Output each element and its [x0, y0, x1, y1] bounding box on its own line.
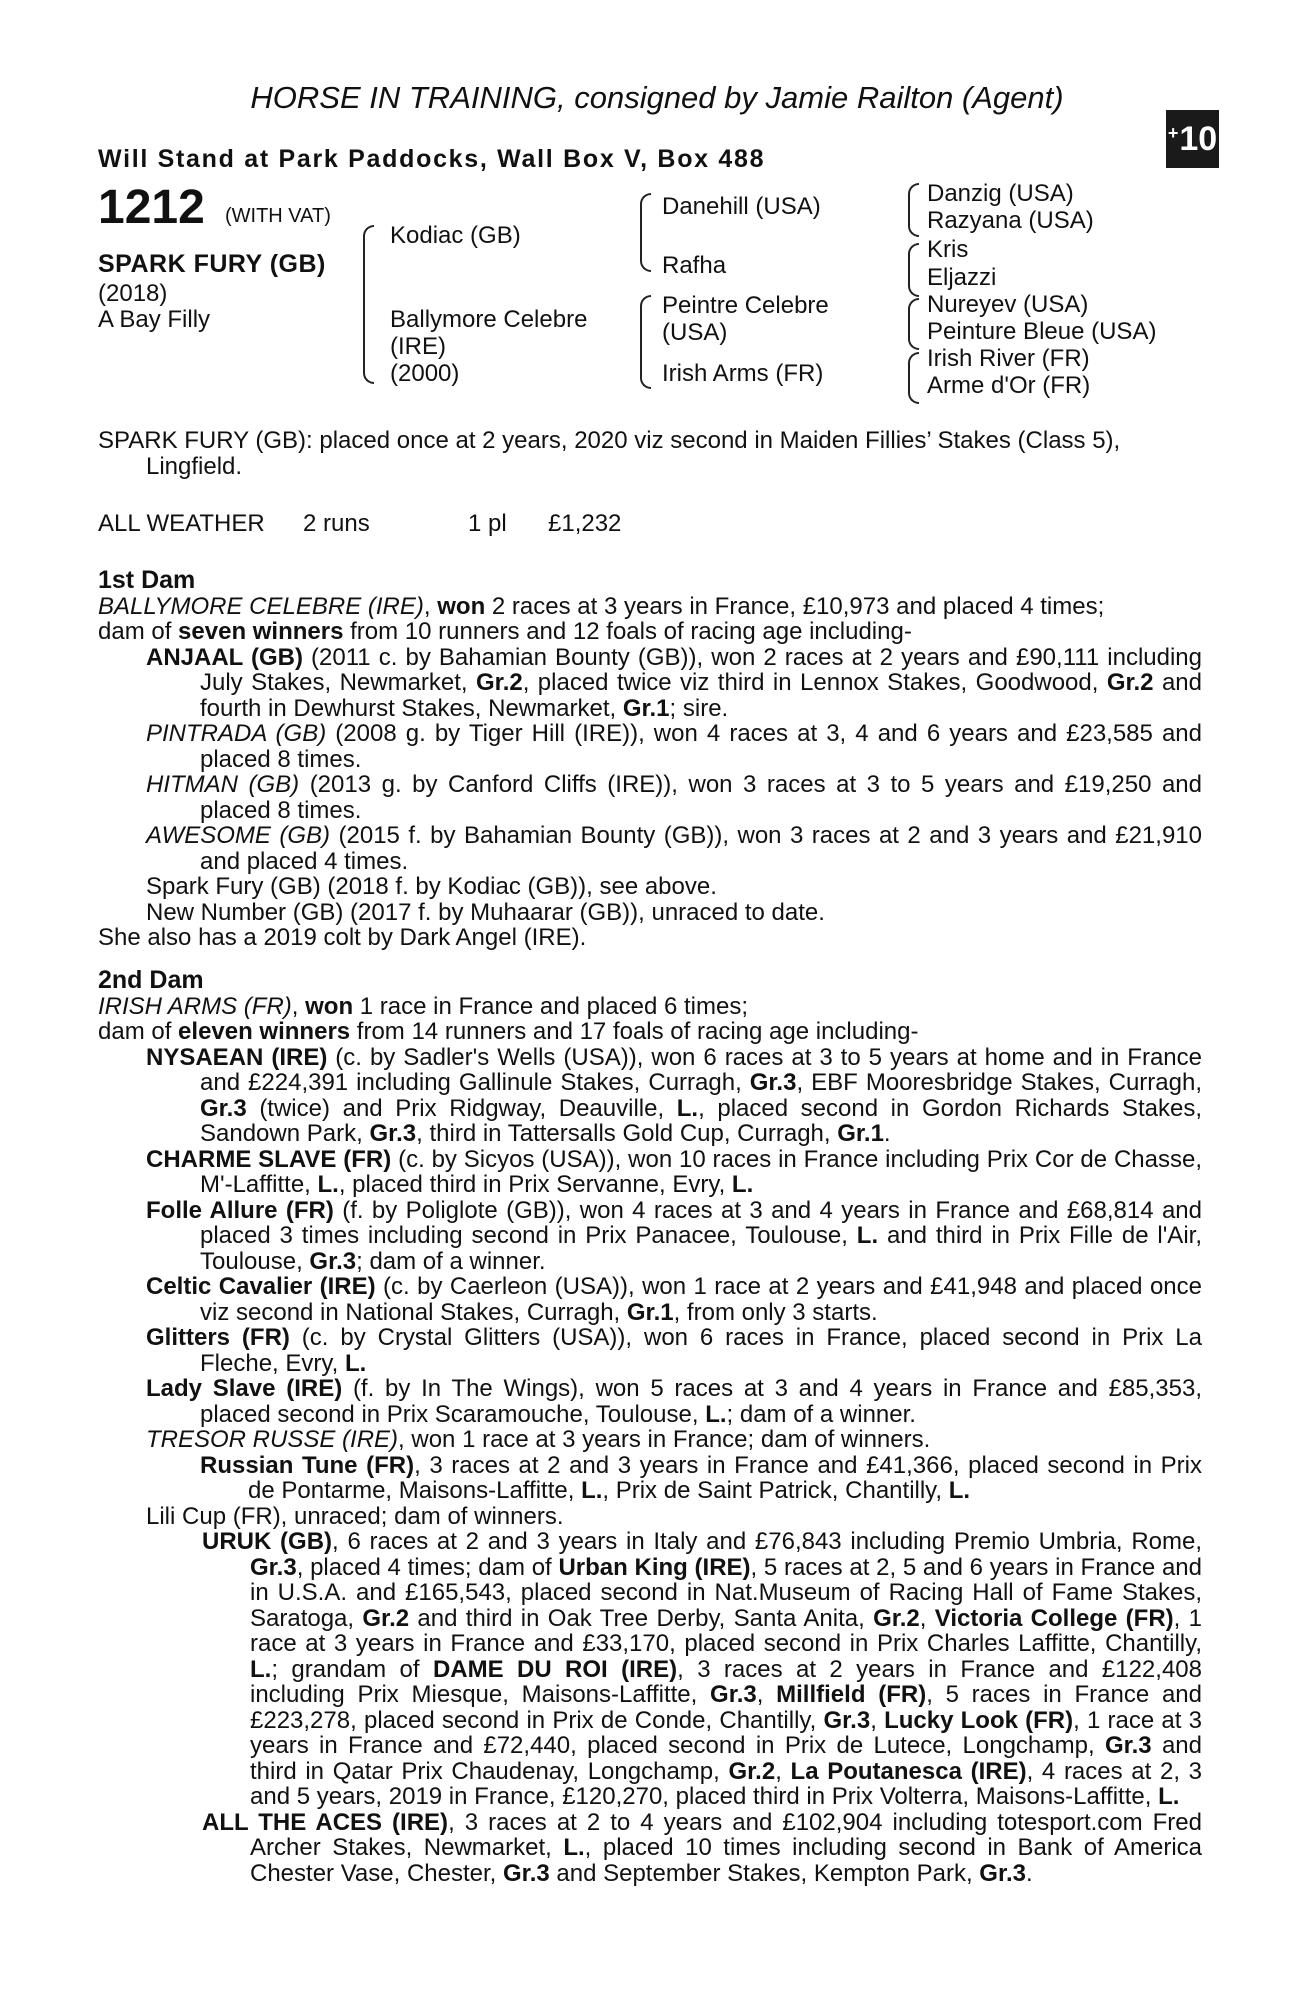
race-summary: SPARK FURY (GB): placed once at 2 years, 2020 viz second in Maiden Fillies’ Stakes (Class 5), Lingfield.: [98, 427, 1121, 480]
pedigree-brace: [908, 183, 919, 237]
aw-runs: 2 runs: [303, 510, 370, 537]
pedigree-brace: [908, 243, 919, 297]
pedigree-brace: [363, 225, 374, 384]
pedigree-sds: Kris: [927, 236, 969, 263]
pedigree-sire: Kodiac (GB): [390, 222, 521, 249]
lot-badge: + 10: [1166, 110, 1219, 168]
pedigree-dam-sire: Peintre Celebre (USA): [662, 292, 829, 346]
lot-number: 1212: [98, 181, 205, 234]
pedigree-dss: Nureyev (USA): [927, 291, 1089, 318]
pedigree-brace: [908, 298, 919, 350]
pedigree-brace: [640, 193, 651, 272]
pedigree-brace: [908, 352, 919, 404]
horse-description: A Bay Filly: [98, 306, 211, 333]
pedigree-ddd: Arme d'Or (FR): [927, 372, 1091, 399]
horse-name: SPARK FURY (GB): [98, 250, 326, 278]
section-heading: 2nd Dam: [98, 966, 204, 994]
pedigree-sdd: Eljazzi: [927, 264, 997, 291]
aw-placings: 1 pl: [468, 510, 507, 537]
horse-year: (2018): [98, 280, 168, 307]
section-heading: 1st Dam: [98, 566, 196, 594]
pedigree-dds: Irish River (FR): [927, 345, 1090, 372]
pedigree-sire-dam: Rafha: [662, 252, 727, 279]
aw-label: ALL WEATHER: [98, 510, 265, 537]
second-dam-section: 2nd Dam IRISH ARMS (FR), won 1 race in France and placed 6 times; dam of eleven winners from 14 runners and 17 foals of racing age including- NYSAEAN (IRE) (c. by Sadler's Wells (USA)), won 6 races at 3 to 5 years at home and in France and £224,391 including Gallinule Stakes, Curragh, Gr.3, EBF Mooresbridge Stakes, Curragh, Gr.3 (twice) and Prix Ridgway, Deauville, L., placed second in Gordon Richards Stakes, Sandown Park, Gr.3, third in Tattersalls Gold Cup, Curragh, Gr.1. CHARME SLAVE (FR) (c. by Sicyos (USA)), won 10 races in France including Prix Cor de Chasse, M'-Laffitte, L., placed third in Prix Servanne, Evry, L. Folle Allure (FR) (f. by Poliglote (GB)), won 4 races at 3 and 4 years in France and £68,814 and placed 3 times including second in Prix Panacee, Toulouse, L. and third in Prix Fille de l'Air, Toulouse, Gr.3; dam of a winner. Celtic Cavalier (IRE) (c. by Caerleon (USA)), won 1 race at 2 years and £41,948 and placed once viz second in National Stakes, Curragh, Gr.1, from only 3 starts. Glitters (FR) (c. by Crystal Glitters (USA)), won 6 races in France, placed second in Prix La Fleche, Evry, L. Lady Slave (IRE) (f. by In The Wings), won 5 races at 3 and 4 years in France and £85,353, placed second in Prix Scaramouche, Toulouse, L.; dam of a winner. TRESOR RUSSE (IRE), won 1 race at 3 years in France; dam of winners. Russian Tune (FR), 3 races at 2 and 3 years in France and £41,366, placed second in Prix de Pontarme, Maisons-Laffitte, L., Prix de Saint Patrick, Chantilly, L. Lili Cup (FR), unraced; dam of winners. URUK (GB), 6 races at 2 and 3 years in Italy and £76,843 including Premio Umbria, Rome, Gr.3, placed 4 times; dam of Urban King (IRE), 5 races at 2, 5 and 6 years in France and in U.S.A. and £165,543, placed second in Nat.Museum of Racing Hall of Fame Stakes, Saratoga, Gr.2 and third in Oak Tree Derby, Santa Anita, Gr.2, Victoria College (FR), 1 race at 3 years in France and £33,170, placed second in Prix Charles Laffitte, Chantilly, L.; grandam of DAME DU ROI (IRE), 3 races at 2 years in France and £122,408 including Prix Miesque, Maisons-Laffitte, Gr.3, Millfield (FR), 5 races in France and £223,278, placed second in Prix de Conde, Chantilly, Gr.3, Lucky Look (FR), 1 race at 3 years in France and £72,440, placed second in Prix de Lutece, Longchamp, Gr.3 and third in Qatar Prix Chaudenay, Longchamp, Gr.2, La Poutanesca (IRE), 4 races at 2, 3 and 5 years, 2019 in France, £120,270, placed third in Prix Volterra, Maisons-Laffitte, L. ALL THE ACES (IRE), 3 races at 2 to 4 years and £102,904 including totesport.com Fred Archer Stakes, Newmarket, L., placed 10 times including second in Bank of America Chester Vase, Chester, Gr.3 and September Stakes, Kempton Park, Gr.3.: [98, 966, 1203, 1887]
pedigree-sss: Danzig (USA): [927, 180, 1074, 207]
stand-location: Will Stand at Park Paddocks, Wall Box V, Box 488: [98, 145, 766, 173]
first-dam-section: 1st Dam BALLYMORE CELEBRE (IRE), won 2 races at 3 years in France, £10,973 and placed 4 times; dam of seven winners from 10 runners and 12 foals of racing age including- ANJAAL (GB) (2011 c. by Bahamian Bounty (GB)), won 2 races at 2 years and £90,111 including July Stakes, Newmarket, Gr.2, placed twice viz third in Lennox Stakes, Goodwood, Gr.2 and fourth in Dewhurst Stakes, Newmarket, Gr.1; sire. PINTRADA (GB) (2008 g. by Tiger Hill (IRE)), won 4 races at 3, 4 and 6 years and £23,585 and placed 8 times. HITMAN (GB) (2013 g. by Canford Cliffs (IRE)), won 3 races at 3 to 5 years and £19,250 and placed 8 times. AWESOME (GB) (2015 f. by Bahamian Bounty (GB)), won 3 races at 2 and 3 years and £21,910 and placed 4 times. Spark Fury (GB) (2018 f. by Kodiac (GB)), see above. New Number (GB) (2017 f. by Muhaarar (GB)), unraced to date. She also has a 2019 colt by Dark Angel (IRE).: [98, 566, 1202, 951]
aw-earnings: £1,232: [548, 510, 622, 537]
pedigree-dsd: Peinture Bleue (USA): [927, 318, 1157, 345]
page-title: HORSE IN TRAINING, consigned by Jamie Railton (Agent): [250, 80, 1064, 115]
vat-note: (WITH VAT): [225, 205, 331, 227]
pedigree-dam-dam: Irish Arms (FR): [662, 360, 824, 387]
pedigree-ssd: Razyana (USA): [927, 207, 1094, 234]
pedigree-brace: [640, 295, 651, 389]
pedigree-dam: Ballymore Celebre (IRE) (2000): [390, 306, 588, 387]
pedigree-sire-sire: Danehill (USA): [662, 193, 821, 220]
